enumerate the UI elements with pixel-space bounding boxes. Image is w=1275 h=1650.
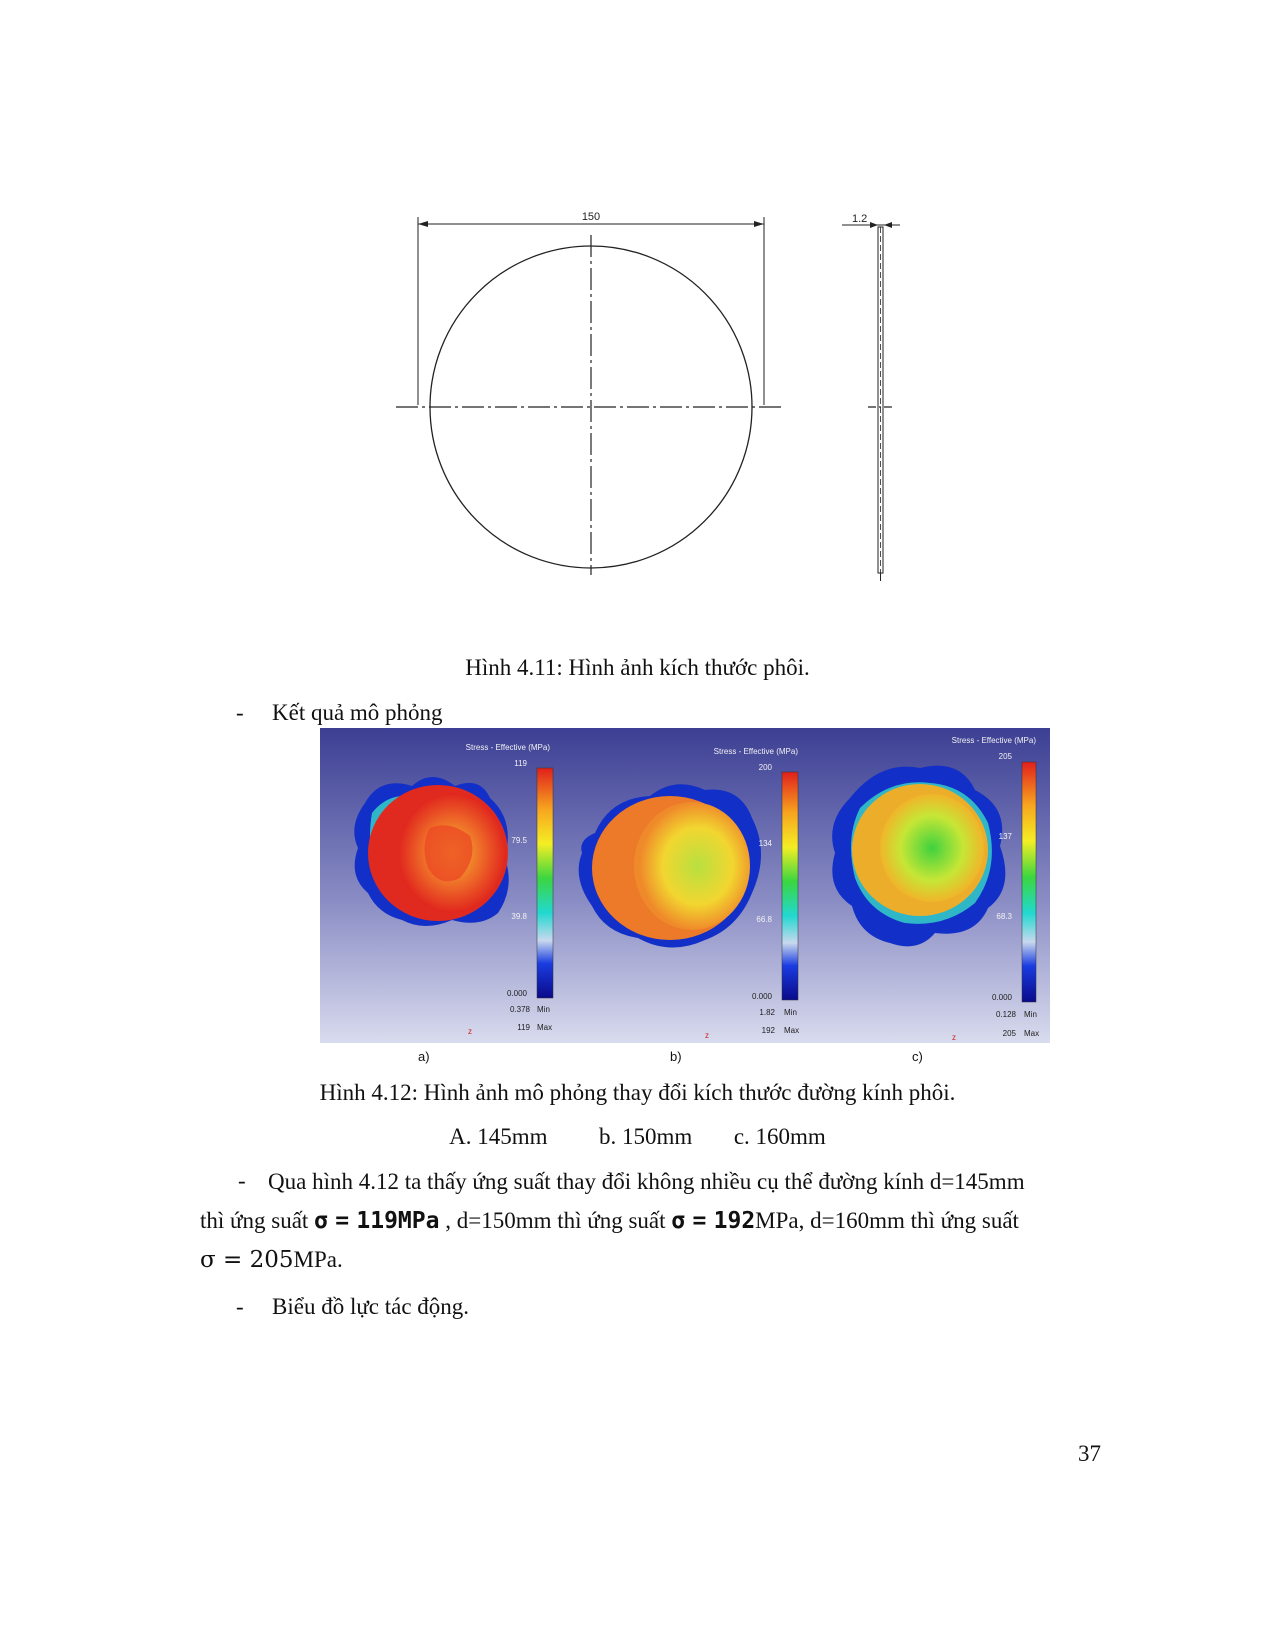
blank-dimension-drawing xyxy=(390,205,930,590)
panel-c-min-word: Min xyxy=(1024,1010,1037,1019)
panel-c-tick-min: 0.000 xyxy=(991,993,1012,1002)
bullet-dash: - xyxy=(236,700,244,725)
panel-a-max-value: 119 xyxy=(517,1023,530,1032)
diameter-dimension-label: 150 xyxy=(581,211,601,223)
panel-c-tick-2: 137 xyxy=(998,832,1012,841)
panel-b-label: b) xyxy=(670,1049,682,1064)
panel-a-min-word: Min xyxy=(537,1005,550,1014)
simulation-panel-a xyxy=(320,728,563,1064)
paragraph-dash: - xyxy=(238,1168,246,1193)
panel-a-label: a) xyxy=(418,1049,430,1064)
panel-c-max-word: Max xyxy=(1024,1029,1040,1038)
panel-c-title: Stress - Effective (MPa) xyxy=(951,736,1036,745)
stress-value-150: 192 xyxy=(713,1208,756,1234)
panel-b-tick-max: 200 xyxy=(758,763,772,772)
panel-c-min-value: 0.128 xyxy=(995,1010,1016,1019)
figure-4-11-caption: Hình 4.11: Hình ảnh kích thước phôi. xyxy=(465,655,810,680)
bullet-simulation-results: Kết quả mô phỏng xyxy=(272,700,443,725)
panel-b-max-word: Max xyxy=(784,1026,800,1035)
panel-b-tick-2: 134 xyxy=(758,839,772,848)
sigma-symbol: σ xyxy=(314,1208,328,1234)
panel-a-tick-3: 39.8 xyxy=(511,912,527,921)
option-145mm: A. 145mm xyxy=(449,1124,548,1149)
panel-a-tick-min: 0.000 xyxy=(506,989,527,998)
simulation-panel-c xyxy=(806,728,1050,1064)
option-150mm: b. 150mm xyxy=(599,1124,693,1149)
thickness-dimension-label: 1.2 xyxy=(852,213,868,225)
panel-c-max-value: 205 xyxy=(1002,1029,1016,1038)
panel-a-tick-2: 79.5 xyxy=(511,836,527,845)
panel-a-max-word: Max xyxy=(537,1023,553,1032)
panel-b-min-word: Min xyxy=(784,1008,797,1017)
stress-value-145: 119MPa xyxy=(356,1208,440,1234)
panel-c-label: c) xyxy=(912,1049,923,1064)
simulation-results-figure xyxy=(320,728,1050,1076)
paragraph-line-2: thì ứng suất σ = 119MPa , d=150mm thì ứng suất σ = 192MPa, d=160mm thì ứng suất xyxy=(200,1208,1019,1234)
diameter-options xyxy=(0,1124,1275,1150)
page-number: 37 xyxy=(1078,1441,1101,1466)
paragraph-line-3: σ = 205MPa. xyxy=(200,1247,343,1273)
stress-value-160: 205 xyxy=(249,1247,294,1273)
panel-b-min-value: 1.82 xyxy=(759,1008,775,1017)
panel-b-title: Stress - Effective (MPa) xyxy=(713,747,798,756)
panel-b-axis-label: z xyxy=(705,1031,709,1040)
panel-a-title: Stress - Effective (MPa) xyxy=(465,743,550,752)
paragraph-line-1: Qua hình 4.12 ta thấy ứng suất thay đổi không nhiều cụ thể đường kính d=145mm xyxy=(268,1169,1025,1194)
bullet-dash-2: - xyxy=(236,1294,244,1319)
panel-c-tick-3: 68.3 xyxy=(996,912,1012,921)
panel-c-tick-max: 205 xyxy=(998,752,1012,761)
bullet-force-chart: Biểu đồ lực tác động. xyxy=(272,1294,470,1319)
panel-b-tick-3: 66.8 xyxy=(756,915,772,924)
panel-a-axis-label: z xyxy=(468,1027,472,1036)
panel-a-min-value: 0.378 xyxy=(509,1005,530,1014)
figure-4-12-caption: Hình 4.12: Hình ảnh mô phỏng thay đổi kích thước đường kính phôi. xyxy=(319,1080,956,1105)
panel-b-tick-min: 0.000 xyxy=(751,992,772,1001)
panel-c-axis-label: z xyxy=(952,1033,956,1042)
panel-b-max-value: 192 xyxy=(761,1026,775,1035)
option-160mm: c. 160mm xyxy=(733,1124,826,1149)
simulation-panel-b xyxy=(563,728,806,1064)
panel-a-tick-max: 119 xyxy=(514,759,527,768)
